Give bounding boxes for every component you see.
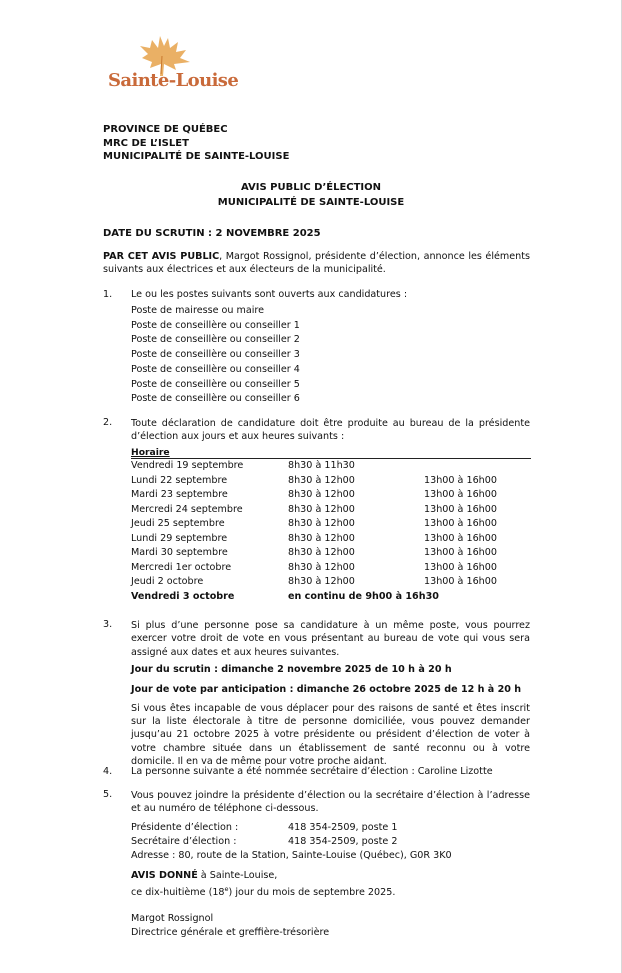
election-date: DATE DU SCRUTIN : 2 NOVEMBRE 2025 [103,228,321,239]
closing-lead: AVIS DONNÉ [131,870,198,881]
list-item: Poste de mairesse ou maire [131,305,265,316]
table-row: Vendredi 3 octobre en continu de 9h00 à 16h30 [131,590,439,602]
home-vote-text: Si vous êtes incapable de vous déplacer pour des raisons de santé et êtes inscrit sur la liste électorale à titre de personne domiciliée, vous pouvez demander jusqu’au 21 octobre 2025 à votre présidente ou président d’élection de voter à votre chambre située dans un établissement de santé reconnu ou à votre domicile. Il en va de même pour votre proche aidant. [131,702,530,768]
section-4-text: La personne suivante a été nommée secrétaire d’élection : Caroline Lizotte [131,766,493,777]
section-5-text: Vous pouvez joindre la présidente d’élection ou la secrétaire d’élection à l’adresse et au numéro de téléphone ci-dessous. [131,790,530,815]
vote-day: Jour du scrutin : dimanche 2 novembre 2025 de 10 h à 20 h [131,663,452,675]
president-label: Présidente d’élection : [131,821,239,833]
schedule-header: Horaire [131,447,531,459]
table-row: Vendredi 19 septembre 8h30 à 11h30 [131,460,355,471]
table-row: Mardi 23 septembre 8h30 à 12h00 13h00 à 16h00 [131,489,497,500]
list-item: Poste de conseillère ou conseiller 2 [131,334,300,346]
notice-title-line2: MUNICIPALITÉ DE SAINTE-LOUISE [217,196,405,208]
address-line: Adresse : 80, route de la Station, Sainte-Louise (Québec), G0R 3K0 [131,849,452,861]
signatory-name: Margot Rossignol [131,913,214,924]
contact-list [131,821,530,863]
advance-vote-day: Jour de vote par anticipation : dimanche 26 octobre 2025 de 12 h à 20 h [131,683,522,695]
municipality-line: MUNICIPALITÉ DE SAINTE-LOUISE [103,151,290,162]
signature-block [131,912,530,939]
president-contact [131,821,530,835]
president-phone: 418 354-2509, poste 1 [288,821,398,833]
intro-lead: PAR CET AVIS PUBLIC [103,251,220,262]
list-item: Poste de conseillère ou conseiller 1 [131,319,300,331]
list-item: Poste de conseillère ou conseiller 6 [131,393,300,405]
section-3-number: 3. [103,619,113,630]
table-row: Lundi 29 septembre 8h30 à 12h00 13h00 à 16h00 [131,532,497,544]
intro-text: , Margot Rossignol, présidente d’élection, annonce les éléments suivants aux électrices et aux électeurs de la municipalité. [103,251,530,276]
table-row: Jeudi 2 octobre 8h30 à 12h00 13h00 à 16h00 [131,576,497,587]
section-5 [131,789,530,863]
table-row: Mercredi 24 septembre 8h30 à 12h00 13h00 à 16h00 [131,503,497,515]
closing-date: ce dix-huitième (18e) jour du mois de septembre 2025. [131,884,396,898]
section-2-text: Toute déclaration de candidature doit être produite au bureau de la présidente d’élection aux jours et aux heures suivants : [131,418,530,443]
signatory-title: Directrice générale et greffière-trésorière [131,926,330,938]
secretary-phone: 418 354-2509, poste 2 [288,835,398,847]
table-row: Mercredi 1er octobre 8h30 à 12h00 13h00 à 16h00 [131,561,497,573]
province-line: PROVINCE DE QUÉBEC [103,124,228,135]
table-row: Mardi 30 septembre 8h30 à 12h00 13h00 à 16h00 [131,547,497,558]
positions-list [131,304,530,407]
logo-text: Sainte-Louise [108,70,239,91]
section-3 [131,619,530,768]
closing-block [131,869,530,899]
section-1-text: Le ou les postes suivants sont ouverts aux candidatures : [131,289,408,300]
list-item: Poste de conseillère ou conseiller 4 [131,363,300,375]
section-4-number: 4. [103,766,113,777]
section-1-number: 1. [103,289,113,300]
secretary-label: Secrétaire d’élection : [131,835,237,847]
list-item: Poste de conseillère ou conseiller 3 [131,349,300,361]
table-row: Lundi 22 septembre 8h30 à 12h00 13h00 à 16h00 [131,474,497,486]
notice-title [0,181,622,210]
jurisdiction-header [103,123,289,164]
list-item: Poste de conseillère ou conseiller 5 [131,378,300,390]
secretary-contact [131,835,530,849]
mrc-line: MRC DE L’ISLET [103,137,189,149]
closing-place: AVIS DONNÉ à Sainte-Louise, [131,870,278,881]
section-5-number: 5. [103,789,113,800]
section-2-number: 2. [103,417,113,428]
section-3-text: Si plus d’une personne pose sa candidature à un même poste, vous pourrez exercer votre droit de vote en vous présentant au bureau de vote qui vous sera assigné aux dates et aux heures suivantes. [131,620,530,658]
table-row: Jeudi 25 septembre 8h30 à 12h00 13h00 à 16h00 [131,518,497,529]
municipality-logo [108,34,239,94]
schedule-table [131,447,531,604]
intro-paragraph [103,250,530,277]
section-1 [131,289,530,407]
notice-title-line1: AVIS PUBLIC D’ÉLECTION [240,182,382,193]
